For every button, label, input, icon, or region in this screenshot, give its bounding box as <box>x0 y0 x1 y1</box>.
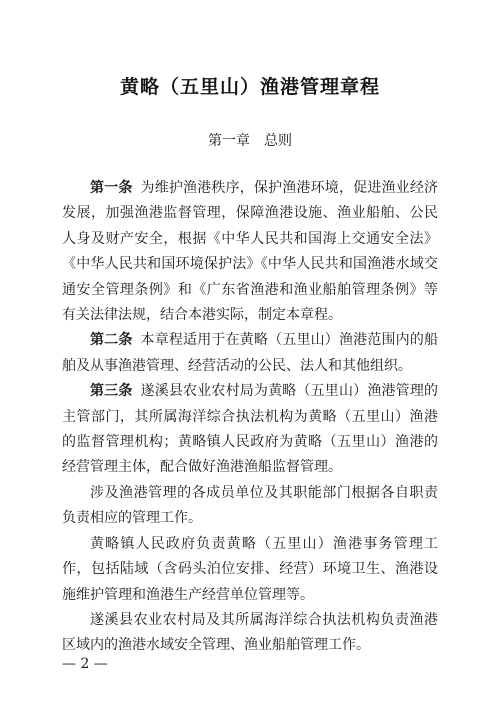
chapter-name: 总则 <box>264 133 292 149</box>
article-text: 本章程适用于在黄略（五里山）渔港范围内的船舶及从事渔港管理、经营活动的公民、法人和其他组织。 <box>62 332 439 374</box>
article-paragraph <box>62 379 438 481</box>
body-paragraph <box>62 481 438 532</box>
article-number: 第二条 <box>90 332 133 349</box>
document-title: 黄略（五里山）渔港管理章程 <box>119 76 380 98</box>
chapter-heading <box>0 130 500 150</box>
article-paragraph <box>62 328 438 379</box>
body-paragraph <box>62 532 438 608</box>
page-number: — 2 — <box>62 656 108 672</box>
article-text: 遂溪县农业农村局为黄略（五里山）渔港管理的主管部门，其所属海洋综合执法机构为黄略（五里山）渔港的监督管理机构；黄略镇人民政府为黄略（五里山）渔港的经营管理主体，配合做好渔港渔船监督管理。 <box>62 383 439 476</box>
paragraph-text: 黄略镇人民政府负责黄略（五里山）渔港事务管理工作，包括陆域（含码头泊位安排、经营）环境卫生、渔港设施维护管理和渔港生产经营单位管理等。 <box>62 535 438 603</box>
article-number: 第三条 <box>90 383 133 400</box>
document-body <box>62 176 438 659</box>
body-paragraph <box>62 608 438 659</box>
article-paragraph <box>62 176 438 328</box>
paragraph-text: 涉及渔港管理的各成员单位及其职能部门根据各自职责负责相应的管理工作。 <box>62 484 438 527</box>
paragraph-text: 遂溪县农业农村局及其所属海洋综合执法机构负责渔港区域内的渔港水域安全管理、渔业船舶管理工作。 <box>62 611 438 654</box>
article-text: 为维护渔港秩序，保护渔港环境，促进渔业经济发展，加强渔港监督管理，保障渔港设施、渔业船舶、公民人身及财产安全，根据《中华人民共和国海上交通安全法》《中华人民共和国环境保护法》《中华人民共和国渔港水域交通安全管理条例》和《广东省渔港和渔业船舶管理条例》等有关法律法规，结合本港实际，制定本章程。 <box>62 180 439 324</box>
article-number: 第一条 <box>90 180 133 196</box>
chapter-number: 第一章 <box>208 133 250 149</box>
